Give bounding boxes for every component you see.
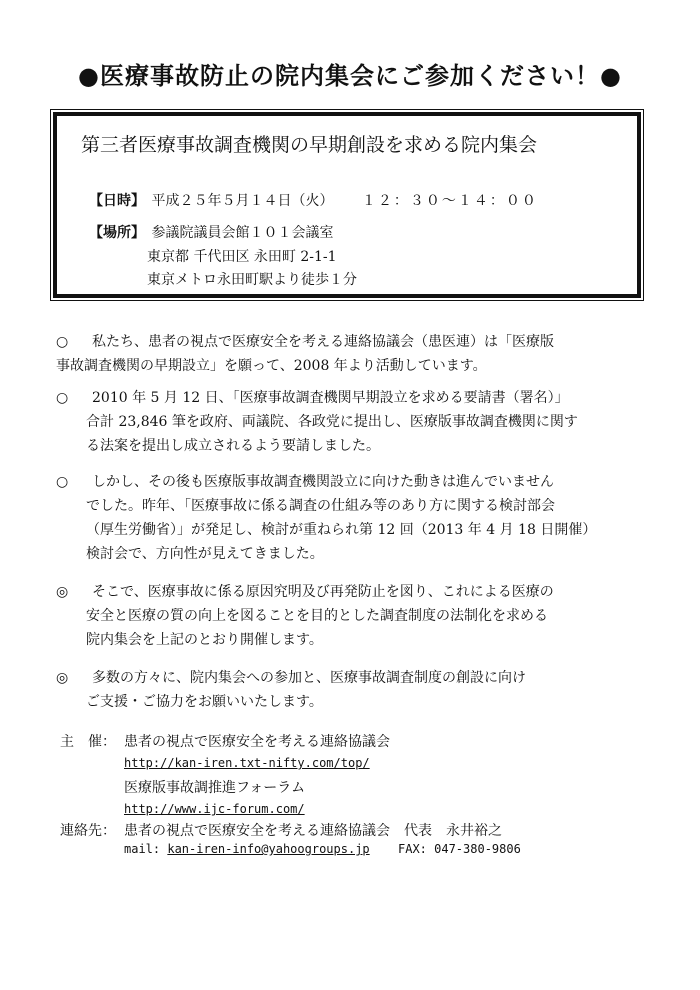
bullet-double-circle-icon: ◎ (56, 584, 69, 600)
paragraph-line: 検討会で、方向性が見えてきました。 (86, 546, 324, 562)
paragraph-5 (56, 666, 656, 714)
address-line-2: 東京メトロ永田町駅より徒歩１分 (147, 272, 357, 288)
place-label: 【場所】 (89, 225, 145, 241)
event-date-row (89, 190, 538, 210)
mail-address[interactable]: kan-iren-info@yahoogroups.jp (167, 842, 370, 856)
time-value: １２：３０〜１４：００ (361, 193, 538, 209)
bullet-circle-icon: ○ (56, 474, 69, 490)
sponsor-url-2[interactable]: http://www.ijc-forum.com/ (124, 802, 305, 816)
contact-mail (124, 842, 370, 856)
paragraph-line: 事故調査機関の早期設立」を願って、2008 年より活動しています。 (56, 358, 487, 374)
sponsor-org-1: 患者の視点で医療安全を考える連絡協議会 (124, 734, 390, 750)
date-label: 【日時】 (89, 193, 145, 209)
page-headline: ●医療事故防止の院内集会にご参加ください！● (78, 62, 622, 90)
event-title: 第三者医療事故調査機関の早期創設を求める院内集会 (81, 134, 538, 156)
date-value: 平成２５年５月１４日（火） (151, 193, 334, 209)
bullet-circle-icon: ○ (56, 334, 69, 350)
paragraph-3 (56, 470, 656, 566)
contact-fax: FAX: 047-380-9806 (398, 842, 521, 856)
paragraph-line: 多数の方々に、院内集会への参加と、医療事故調査制度の創設に向け (92, 670, 526, 686)
paragraph-line: しかし、その後も医療版事故調査機関設立に向けた動きは進んでいません (92, 474, 554, 490)
place-value: 参議院議員会館１０１会議室 (151, 225, 334, 241)
paragraph-line: でした。昨年、「医療事故に係る調査の仕組み等のあり方に関する検討部会 (86, 498, 555, 514)
paragraph-line: （厚生労働省）」が発足し、検討が重ねられ第 12 回（2013 年 4 月 18 日開催） (86, 522, 597, 538)
event-info-box (53, 112, 641, 298)
paragraph-line: 院内集会を上記のとおり開催します。 (86, 632, 323, 648)
mail-prefix: mail: (124, 842, 161, 856)
paragraph-line: 2010 年 5 月 12 日、「医療事故調査機関早期設立を求める要請書（署名）」 (92, 390, 569, 406)
paragraph-line: 安全と医療の質の向上を図ることを目的とした調査制度の法制化を求める (86, 608, 548, 624)
paragraph-line: る法案を提出し成立されるよう要請しました。 (86, 438, 380, 454)
sponsor-label: 主 催： (60, 734, 116, 750)
paragraph-line: そこで、医療事故に係る原因究明及び再発防止を図り、これによる医療の (92, 584, 554, 600)
paragraph-line: 合計 23,846 筆を政府、両議院、各政党に提出し、医療版事故調査機関に関す (86, 414, 578, 430)
sponsor-url-1[interactable]: http://kan-iren.txt-nifty.com/top/ (124, 756, 370, 770)
contact-label: 連絡先： (60, 823, 116, 839)
paragraph-1 (56, 330, 656, 378)
bullet-circle-icon: ○ (56, 390, 69, 406)
paragraph-line: ご支援・ご協力をお願いいたします。 (86, 694, 323, 710)
paragraph-2 (56, 386, 656, 458)
address-line-1: 東京都 千代田区 永田町 2-1-1 (147, 249, 337, 265)
contact-org: 患者の視点で医療安全を考える連絡協議会 代表 永井裕之 (124, 823, 502, 839)
sponsor-org-2: 医療版事故調推進フォーラム (124, 780, 306, 796)
paragraph-line: 私たち、患者の視点で医療安全を考える連絡協議会（患医連）は「医療版 (92, 334, 554, 350)
event-place-row (89, 222, 333, 242)
bullet-double-circle-icon: ◎ (56, 670, 69, 686)
paragraph-4 (56, 580, 656, 652)
